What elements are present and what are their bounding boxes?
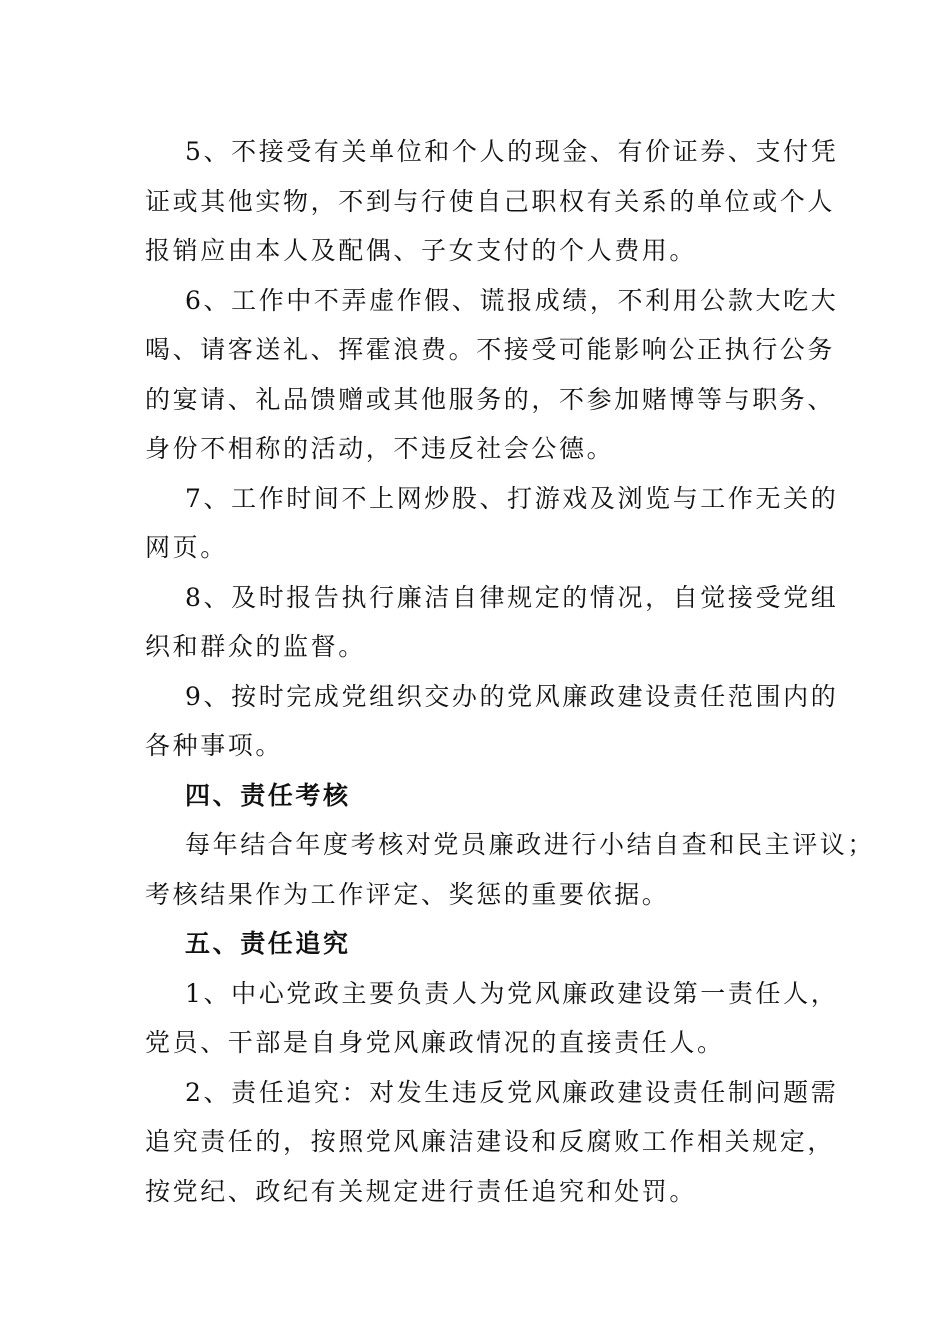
section-4	[145, 771, 876, 920]
section-5	[145, 919, 839, 1216]
section-4-para-line-1: 每年结合年度考核对党员廉政进行小结自查和民主评议；	[185, 830, 876, 859]
section-5-item-1-line-2: 党员、干部是自身党风廉政情况的直接责任人。	[145, 1028, 725, 1057]
item-6-line-4: 身份不相称的活动，不违反社会公德。	[145, 434, 615, 463]
item-8-line-1: 8、及时报告执行廉洁自律规定的情况，自觉接受党组	[185, 582, 839, 612]
item-5-line-1: 5、不接受有关单位和个人的现金、有价证券、支付凭	[185, 137, 839, 166]
item-5-line-2: 证或其他实物，不到与行使自己职权有关系的单位或个人	[145, 186, 836, 216]
item-5	[145, 127, 839, 276]
section-5-item-2-line-2: 追究责任的，按照党风廉洁建设和反腐败工作相关规定，	[145, 1127, 836, 1156]
section-4-para-line-2: 考核结果作为工作评定、奖惩的重要依据。	[145, 879, 670, 909]
item-8	[145, 573, 839, 672]
item-6-line-1: 6、工作中不弄虚作假、谎报成绩，不利用公款大吃大	[185, 285, 839, 315]
item-7	[145, 474, 839, 573]
section-5-item-2-line-1: 2、责任追究：对发生违反党风廉政建设责任制问题需	[185, 1077, 839, 1107]
item-5-line-3: 报销应由本人及配偶、子女支付的个人费用。	[145, 236, 698, 265]
section-5-item-2-line-3: 按党纪、政纪有关规定进行责任追究和处罚。	[145, 1176, 698, 1206]
item-9	[145, 672, 839, 771]
item-7-line-2: 网页。	[145, 533, 228, 562]
section-5-heading: 五、责任追究	[185, 929, 351, 958]
item-6	[145, 276, 839, 474]
item-6-line-3: 的宴请、礼品馈赠或其他服务的，不参加赌博等与职务、	[145, 384, 836, 414]
item-8-line-2: 织和群众的监督。	[145, 632, 366, 661]
document-body	[145, 127, 876, 1216]
item-9-line-1: 9、按时完成党组织交办的党风廉政建设责任范围内的	[185, 681, 839, 711]
item-7-line-1: 7、工作时间不上网炒股、打游戏及浏览与工作无关的	[185, 483, 839, 513]
section-4-heading: 四、责任考核	[185, 780, 351, 810]
section-5-item-1-line-1: 1、中心党政主要负责人为党风廉政建设第一责任人，	[185, 978, 839, 1008]
item-9-line-2: 各种事项。	[145, 731, 284, 760]
item-6-line-2: 喝、请客送礼、挥霍浪费。不接受可能影响公正执行公务	[145, 335, 836, 364]
